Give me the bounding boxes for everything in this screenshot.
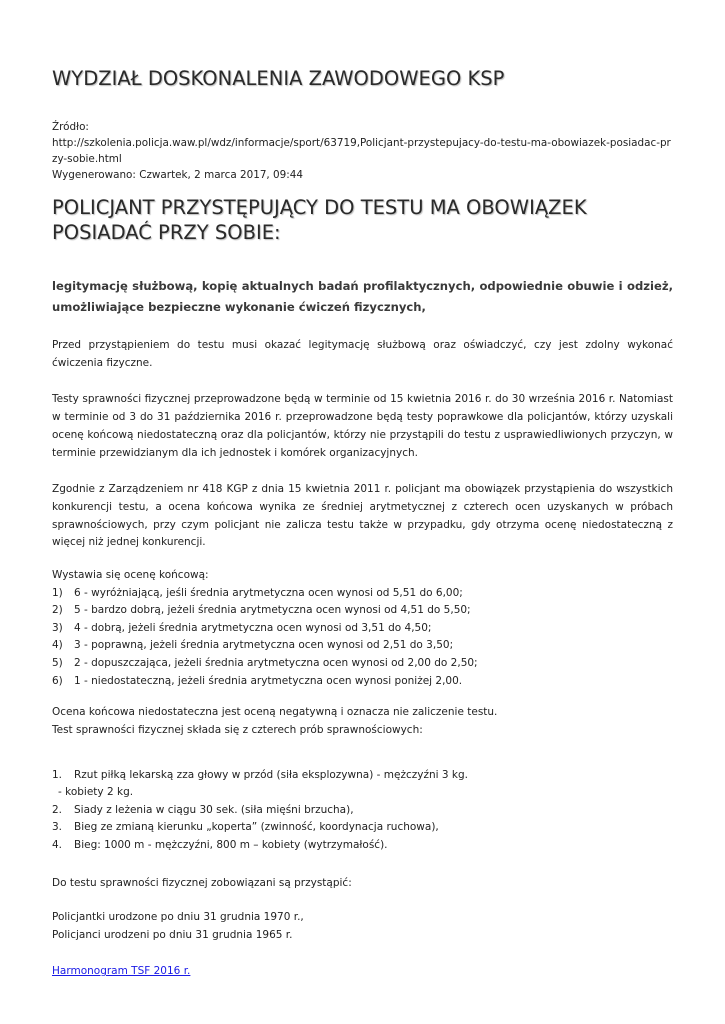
paragraph-identification: Przed przystąpieniem do testu musi okazać legitymację służbową oraz oświadczyć, czy jest zdolny wykonać ćwiczenia fizyczne.: [52, 339, 673, 369]
paragraph-test-dates: Testy sprawności fizycznej przeprowadzone będą w terminie od 15 kwietnia 2016 r. do 30 września 2016 r. Natomiast w terminie od 3 do 31 października 2016 r. przeprowadzone będą testy poprawkowe dla policjantów, którzy uzyskali ocenę końcową niedostateczną oraz dla policjantów, którzy nie przystąpili do testu z usprawiedliwionych przyczyn, w terminie przewidzianym dla ich jednostek i komórek organizacyjnych.: [52, 393, 673, 459]
grade-number: 6): [52, 674, 63, 687]
test-number: 1.: [52, 768, 63, 781]
source-label: Źródło:: [52, 121, 89, 133]
paragraph-regulation: Zgodnie z Zarządzeniem nr 418 KGP z dnia 15 kwietnia 2011 r. policjant ma obowiązek przystąpienia do wszystkich konkurencji testu, a ocena końcowa wynika ze średniej arytmetycznej z czterech ocen uzyskanych w próbach sprawnościowych, przy czym policjant nie zalicza testu także w przypadku, gdy otrzyma ocenę niedostateczną z więcej niż jednej konkurencji.: [52, 483, 673, 549]
test-text: Bieg: 1000 m - mężczyźni, 800 m – kobiety (wytrzymałość).: [74, 838, 388, 851]
site-title: WYDZIAŁ DOSKONALENIA ZAWODOWEGO KSP: [52, 67, 505, 90]
grade-number: 4): [52, 639, 63, 652]
grade-item: [52, 655, 673, 673]
test-text: Rzut piłką lekarską zza głowy w przód (siła eksplozywna) - mężczyźni 3 kg.: [74, 768, 468, 781]
women-birth-date: Policjantki urodzone po dniu 31 grudnia 1970 r.,: [52, 911, 304, 924]
grade-item: [52, 637, 673, 655]
source-url: http://szkolenia.policja.waw.pl/wdz/informacje/sport/63719,Policjant-przystepujacy-do-testu-ma-obowiazek-posiadac-przy-sobie.html: [52, 137, 671, 165]
test-item: [52, 837, 673, 855]
test-text: Bieg ze zmianą kierunku „koperta” (zwinność, koordynacja ruchowa),: [74, 821, 439, 834]
grade-text: 3 - poprawną, jeżeli średnia arytmetyczna ocen wynosi od 2,51 do 3,50;: [74, 639, 454, 652]
test-item-continuation: - kobiety 2 kg.: [58, 786, 134, 799]
negative-grade-text: Ocena końcowa niedostateczna jest oceną negatywną i oznacza nie zaliczenie testu.: [52, 706, 498, 719]
grade-text: 6 - wyróżniającą, jeśli średnia arytmetyczna ocen wynosi od 5,51 do 6,00;: [74, 586, 463, 599]
article-title: POLICJANT PRZYSTĘPUJĄCY DO TESTU MA OBOWIĄZEK POSIADAĆ PRZY SOBIE:: [52, 196, 587, 244]
grade-number: 1): [52, 586, 63, 599]
test-text: Siady z leżenia w ciągu 30 sek. (siła mięśni brzucha),: [74, 803, 354, 816]
grade-item: [52, 585, 673, 603]
grades-list: [52, 567, 673, 690]
grades-heading: Wystawia się ocenę końcową:: [52, 569, 209, 582]
grade-number: 3): [52, 621, 63, 634]
test-number: 2.: [52, 803, 63, 816]
grade-number: 2): [52, 604, 63, 617]
tests-list: [52, 767, 673, 855]
test-item: [52, 767, 673, 785]
men-birth-date: Policjanci urodzeni po dniu 31 grudnia 1965 r.: [52, 928, 293, 941]
grade-text: 5 - bardzo dobrą, jeżeli średnia arytmetyczna ocen wynosi od 4,51 do 5,50;: [74, 604, 471, 617]
obliged-text: Do testu sprawności fizycznej zobowiązani są przystąpić:: [52, 876, 352, 889]
birth-dates-block: [52, 909, 673, 944]
grade-text: 4 - dobrą, jeżeli średnia arytmetyczna ocen wynosi od 3,51 do 4,50;: [74, 621, 432, 634]
source-meta: [52, 119, 673, 183]
grade-text: 1 - niedostateczną, jeżeli średnia arytmetyczna ocen wynosi poniżej 2,00.: [74, 674, 463, 687]
lead-paragraph: legitymację służbową, kopię aktualnych badań profilaktycznych, odpowiednie obuwie i odzież, umożliwiające bezpieczne wykonanie ćwiczeń fizycznych,: [52, 279, 673, 314]
test-number: 4.: [52, 838, 63, 851]
test-item: [52, 802, 673, 820]
test-number: 3.: [52, 821, 63, 834]
test-item: [52, 819, 673, 837]
generated-date: Wygenerowano: Czwartek, 2 marca 2017, 09:44: [52, 169, 303, 181]
grade-item: [52, 673, 673, 691]
tests-intro-text: Test sprawności fizycznej składa się z czterech prób sprawnościowych:: [52, 723, 423, 736]
schedule-link[interactable]: Harmonogram TSF 2016 r.: [52, 965, 191, 978]
grade-text: 2 - dopuszczająca, jeżeli średnia arytmetyczna ocen wynosi od 2,00 do 2,50;: [74, 657, 478, 669]
grade-item: [52, 602, 673, 620]
paragraph-negative-grade: [52, 704, 673, 739]
grade-number: 5): [52, 657, 63, 669]
grade-item: [52, 620, 673, 638]
